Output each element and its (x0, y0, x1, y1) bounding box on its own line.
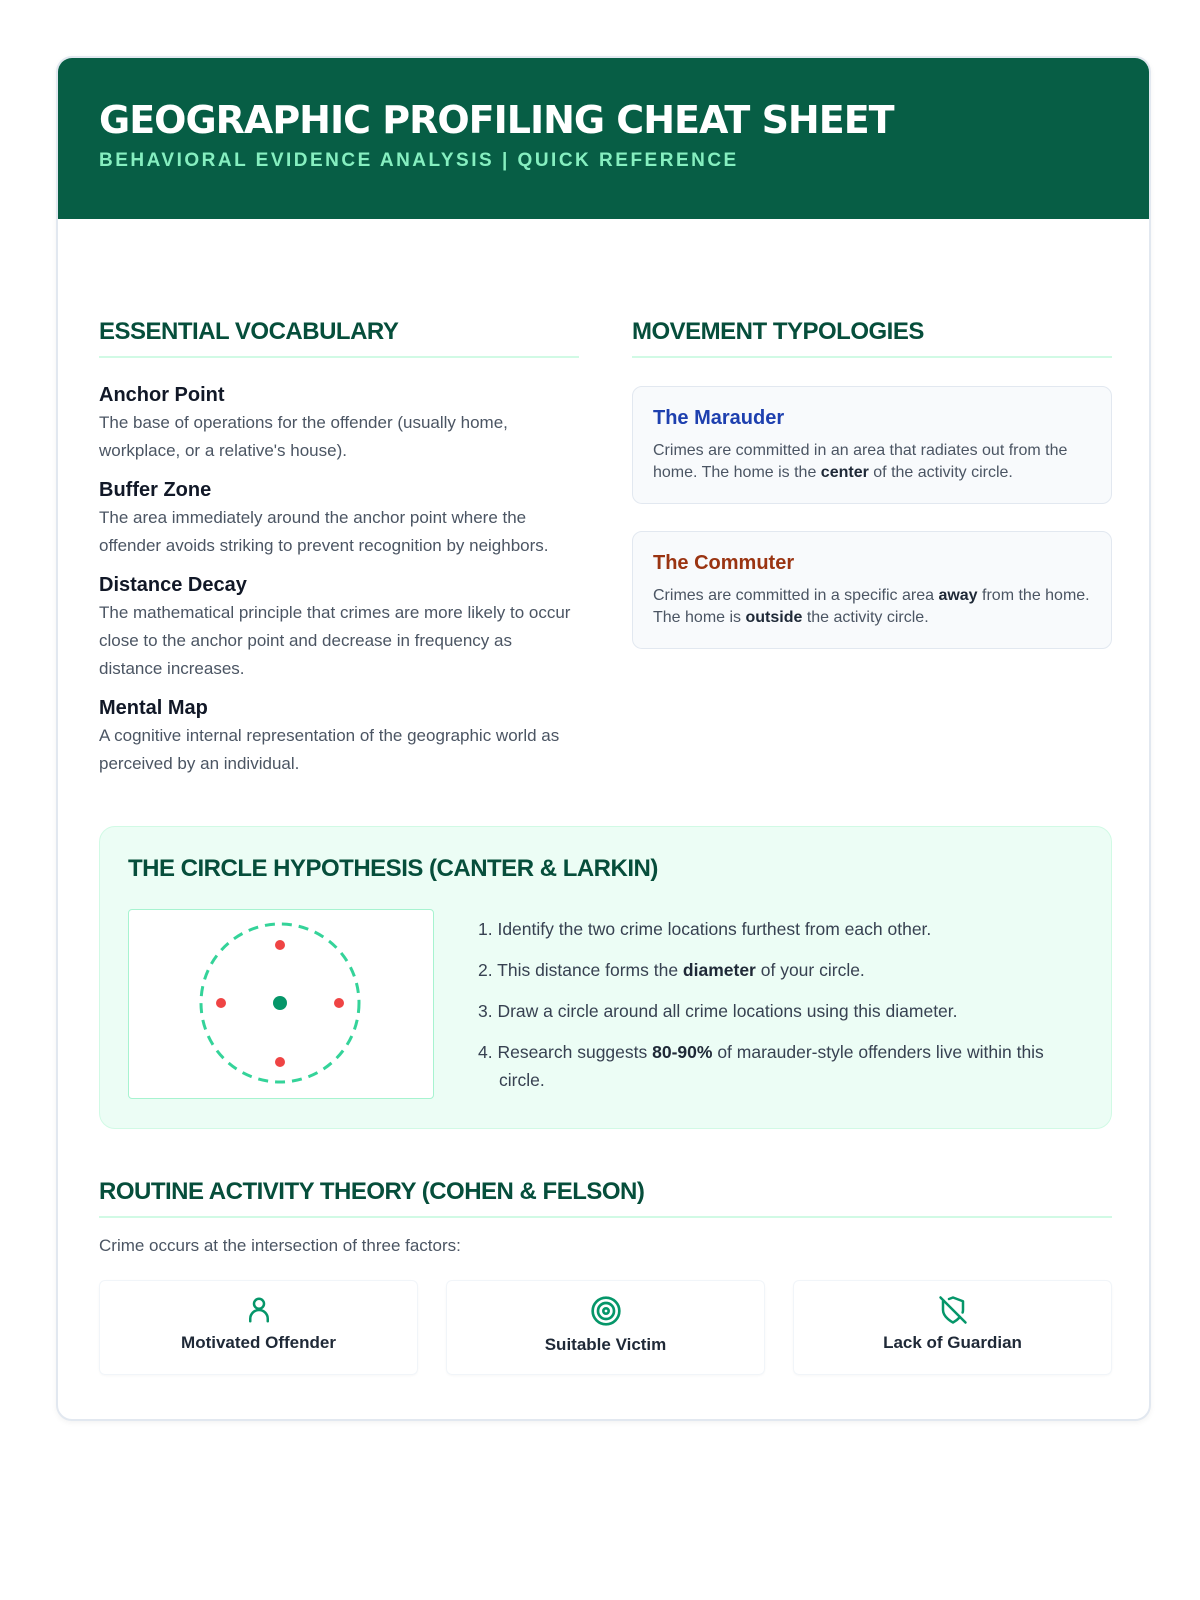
vocab-definition: A cognitive internal representation of the geographic world as perceived by an individual. (99, 726, 560, 773)
vocab-term: Anchor Point (99, 384, 225, 406)
typology-name: The Commuter (653, 552, 795, 574)
typology-commuter (632, 531, 1112, 649)
cheat-sheet-card (56, 56, 1151, 1421)
header (58, 58, 1149, 219)
step-item: 1. Identify the two crime locations furthest from each other. (478, 919, 932, 939)
typology-description: Crimes are committed in a specific area away from the home. The home is outside the activity circle. (653, 587, 1090, 626)
crime-point (275, 1057, 285, 1067)
typologies-section (632, 318, 1112, 649)
vocab-item (99, 574, 579, 683)
vocab-term: Mental Map (99, 697, 208, 719)
circle-hypothesis-box (99, 826, 1112, 1129)
typology-description: Crimes are committed in an area that radiates out from the home. The home is the center of the activity circle. (653, 442, 1068, 481)
crime-point (216, 998, 226, 1008)
vocab-term: Distance Decay (99, 574, 247, 596)
vocab-term: Buffer Zone (99, 479, 212, 501)
steps-list (478, 915, 1078, 1107)
vocab-item (99, 697, 579, 778)
shield-off-icon (938, 1295, 968, 1325)
routine-intro: Crime occurs at the intersection of three factors: (99, 1236, 461, 1255)
vocab-definition: The area immediately around the anchor point where the offender avoids striking to prevent recognition by neighbors. (99, 508, 549, 555)
vocabulary-section (99, 318, 579, 778)
section-title: THE CIRCLE HYPOTHESIS (CANTER & LARKIN) (128, 855, 658, 882)
crime-point (334, 998, 344, 1008)
page-title: GEOGRAPHIC PROFILING CHEAT SHEET (99, 98, 894, 142)
section-title: ROUTINE ACTIVITY THEORY (COHEN & FELSON) (99, 1178, 1112, 1218)
factor-card (793, 1280, 1112, 1375)
factor-card (99, 1280, 418, 1375)
vocab-definition: The base of operations for the offender (usually home, workplace, or a relative's house). (99, 413, 508, 460)
factors-row (99, 1280, 1112, 1375)
crime-point (275, 940, 285, 950)
circle-diagram (128, 909, 434, 1099)
step-item: 4. Research suggests 80-90% of marauder-style offenders live within this circle. (478, 1042, 1044, 1090)
section-title: ESSENTIAL VOCABULARY (99, 318, 579, 358)
factor-card (446, 1280, 765, 1375)
user-icon (244, 1295, 274, 1325)
routine-activity-section (99, 1178, 1112, 1375)
target-icon (590, 1295, 622, 1327)
page-subtitle: BEHAVIORAL EVIDENCE ANALYSIS | QUICK REFERENCE (99, 150, 739, 171)
section-title: MOVEMENT TYPOLOGIES (632, 318, 1112, 358)
factor-label: Motivated Offender (181, 1333, 336, 1352)
vocab-definition: The mathematical principle that crimes are more likely to occur close to the anchor point and decrease in frequency as distance increases. (99, 603, 571, 678)
vocab-item (99, 479, 579, 560)
anchor-point (273, 996, 287, 1010)
factor-label: Lack of Guardian (883, 1333, 1022, 1352)
typology-marauder (632, 386, 1112, 504)
step-item: 2. This distance forms the diameter of your circle. (478, 960, 865, 980)
factor-label: Suitable Victim (544, 1335, 667, 1354)
vocab-item (99, 384, 579, 465)
step-item: 3. Draw a circle around all crime locations using this diameter. (478, 1001, 958, 1021)
typology-name: The Marauder (653, 407, 785, 429)
